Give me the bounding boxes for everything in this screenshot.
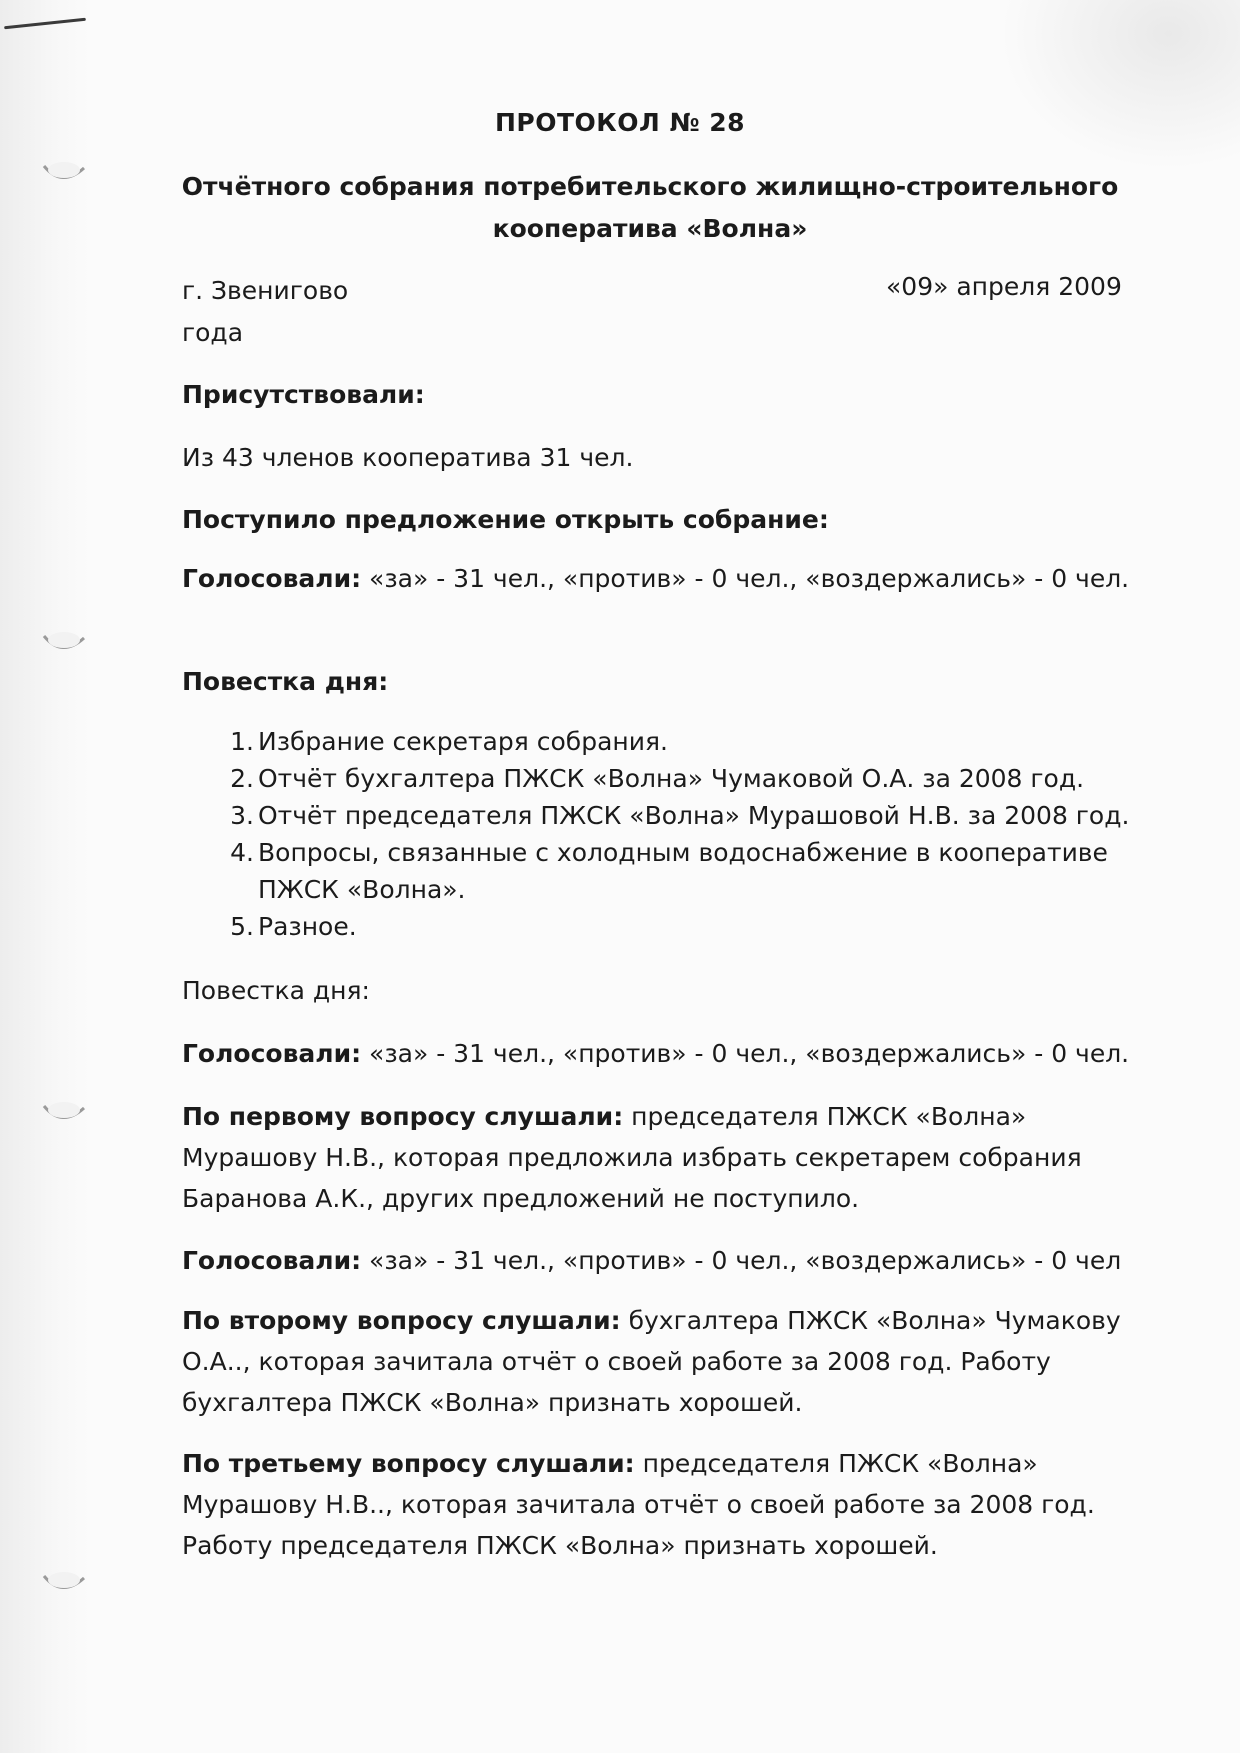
agenda-item-number: 4.: [230, 838, 254, 867]
agenda-item: [182, 797, 1162, 834]
agenda-item-text: Избрание секретаря собрания.: [258, 727, 668, 756]
punch-hole-icon: [40, 1098, 88, 1128]
scan-edge-shadow: [0, 0, 90, 1753]
subtitle-line-2: кооператива «Волна»: [492, 214, 808, 243]
agenda-item-text: Отчёт председателя ПЖСК «Волна» Мурашовой Н.В. за 2008 год.: [258, 801, 1130, 830]
vote-open-meeting: [182, 558, 1162, 599]
attendance-text: Из 43 членов кооператива 31 чел.: [182, 443, 634, 472]
agenda-item: [182, 723, 1162, 760]
proposal-heading: Поступило предложение открыть собрание:: [182, 505, 829, 534]
question-1-text: председателя ПЖСК «Волна» Мурашову Н.В., которая предложила избрать секретарем собрания Баранова А.К., других предложений не поступило.: [182, 1102, 1082, 1213]
attendance-heading: Присутствовали:: [182, 380, 425, 409]
question-3-text: председателя ПЖСК «Волна» Мурашову Н.В.., которая зачитала отчёт о своей работе за 2008 год. Работу председателя ПЖСК «Волна» признать хорошей.: [182, 1449, 1095, 1560]
vote-label: Голосовали:: [182, 564, 362, 593]
question-1-block: [182, 1096, 1162, 1219]
agenda-item: [182, 908, 1162, 945]
question-2-block: [182, 1300, 1162, 1423]
vote-agenda: [182, 1033, 1162, 1074]
agenda-item-number: 3.: [230, 801, 254, 830]
question-1-label: По первому вопросу слушали:: [182, 1102, 624, 1131]
question-2-text: бухгалтера ПЖСК «Волна» Чумакову О.А.., которая зачитала отчёт о своей работе за 2008 год. Работу бухгалтера ПЖСК «Волна» признать хорошей.: [182, 1306, 1121, 1417]
vote-result: «за» - 31 чел., «против» - 0 чел., «воздержались» - 0 чел.: [361, 564, 1130, 593]
vote-question-1: [182, 1240, 1162, 1281]
agenda-footer: Повестка дня:: [182, 976, 370, 1005]
vote-label: Голосовали:: [182, 1039, 362, 1068]
meeting-city: г. Звенигово: [182, 276, 349, 305]
punch-hole-icon: [40, 158, 88, 188]
agenda-item-text: Вопросы, связанные с холодным водоснабжение в кооперативе ПЖСК «Волна».: [258, 838, 1108, 904]
question-3-label: По третьему вопросу слушали:: [182, 1449, 635, 1478]
agenda-item: [182, 760, 1162, 797]
punch-hole-icon: [40, 628, 88, 658]
vote-label: Голосовали:: [182, 1246, 362, 1275]
agenda-item-number: 2.: [230, 764, 254, 793]
punch-hole-icon: [40, 1568, 88, 1598]
subtitle-line-1: Отчётного собрания потребительского жилищно-строительного: [181, 172, 1119, 201]
agenda-item-number: 5.: [230, 912, 254, 941]
scan-corner-shadow: [1000, 0, 1240, 170]
agenda-heading: Повестка дня:: [182, 667, 389, 696]
meeting-year-word: года: [182, 318, 244, 347]
vote-result: «за» - 31 чел., «против» - 0 чел., «воздержались» - 0 чел: [361, 1246, 1122, 1275]
document-title: ПРОТОКОЛ № 28: [494, 108, 746, 137]
agenda-item-text: Отчёт бухгалтера ПЖСК «Волна» Чумаковой О.А. за 2008 год.: [258, 764, 1085, 793]
document-subtitle: [150, 166, 1150, 250]
question-2-label: По второму вопросу слушали:: [182, 1306, 621, 1335]
agenda-list: [182, 723, 1162, 945]
agenda-item: [182, 834, 1162, 908]
agenda-item-number: 1.: [230, 727, 254, 756]
meeting-date: «09» апреля 2009: [886, 272, 1122, 301]
question-3-block: [182, 1443, 1162, 1566]
vote-result: «за» - 31 чел., «против» - 0 чел., «воздержались» - 0 чел.: [361, 1039, 1130, 1068]
agenda-item-text: Разное.: [258, 912, 357, 941]
